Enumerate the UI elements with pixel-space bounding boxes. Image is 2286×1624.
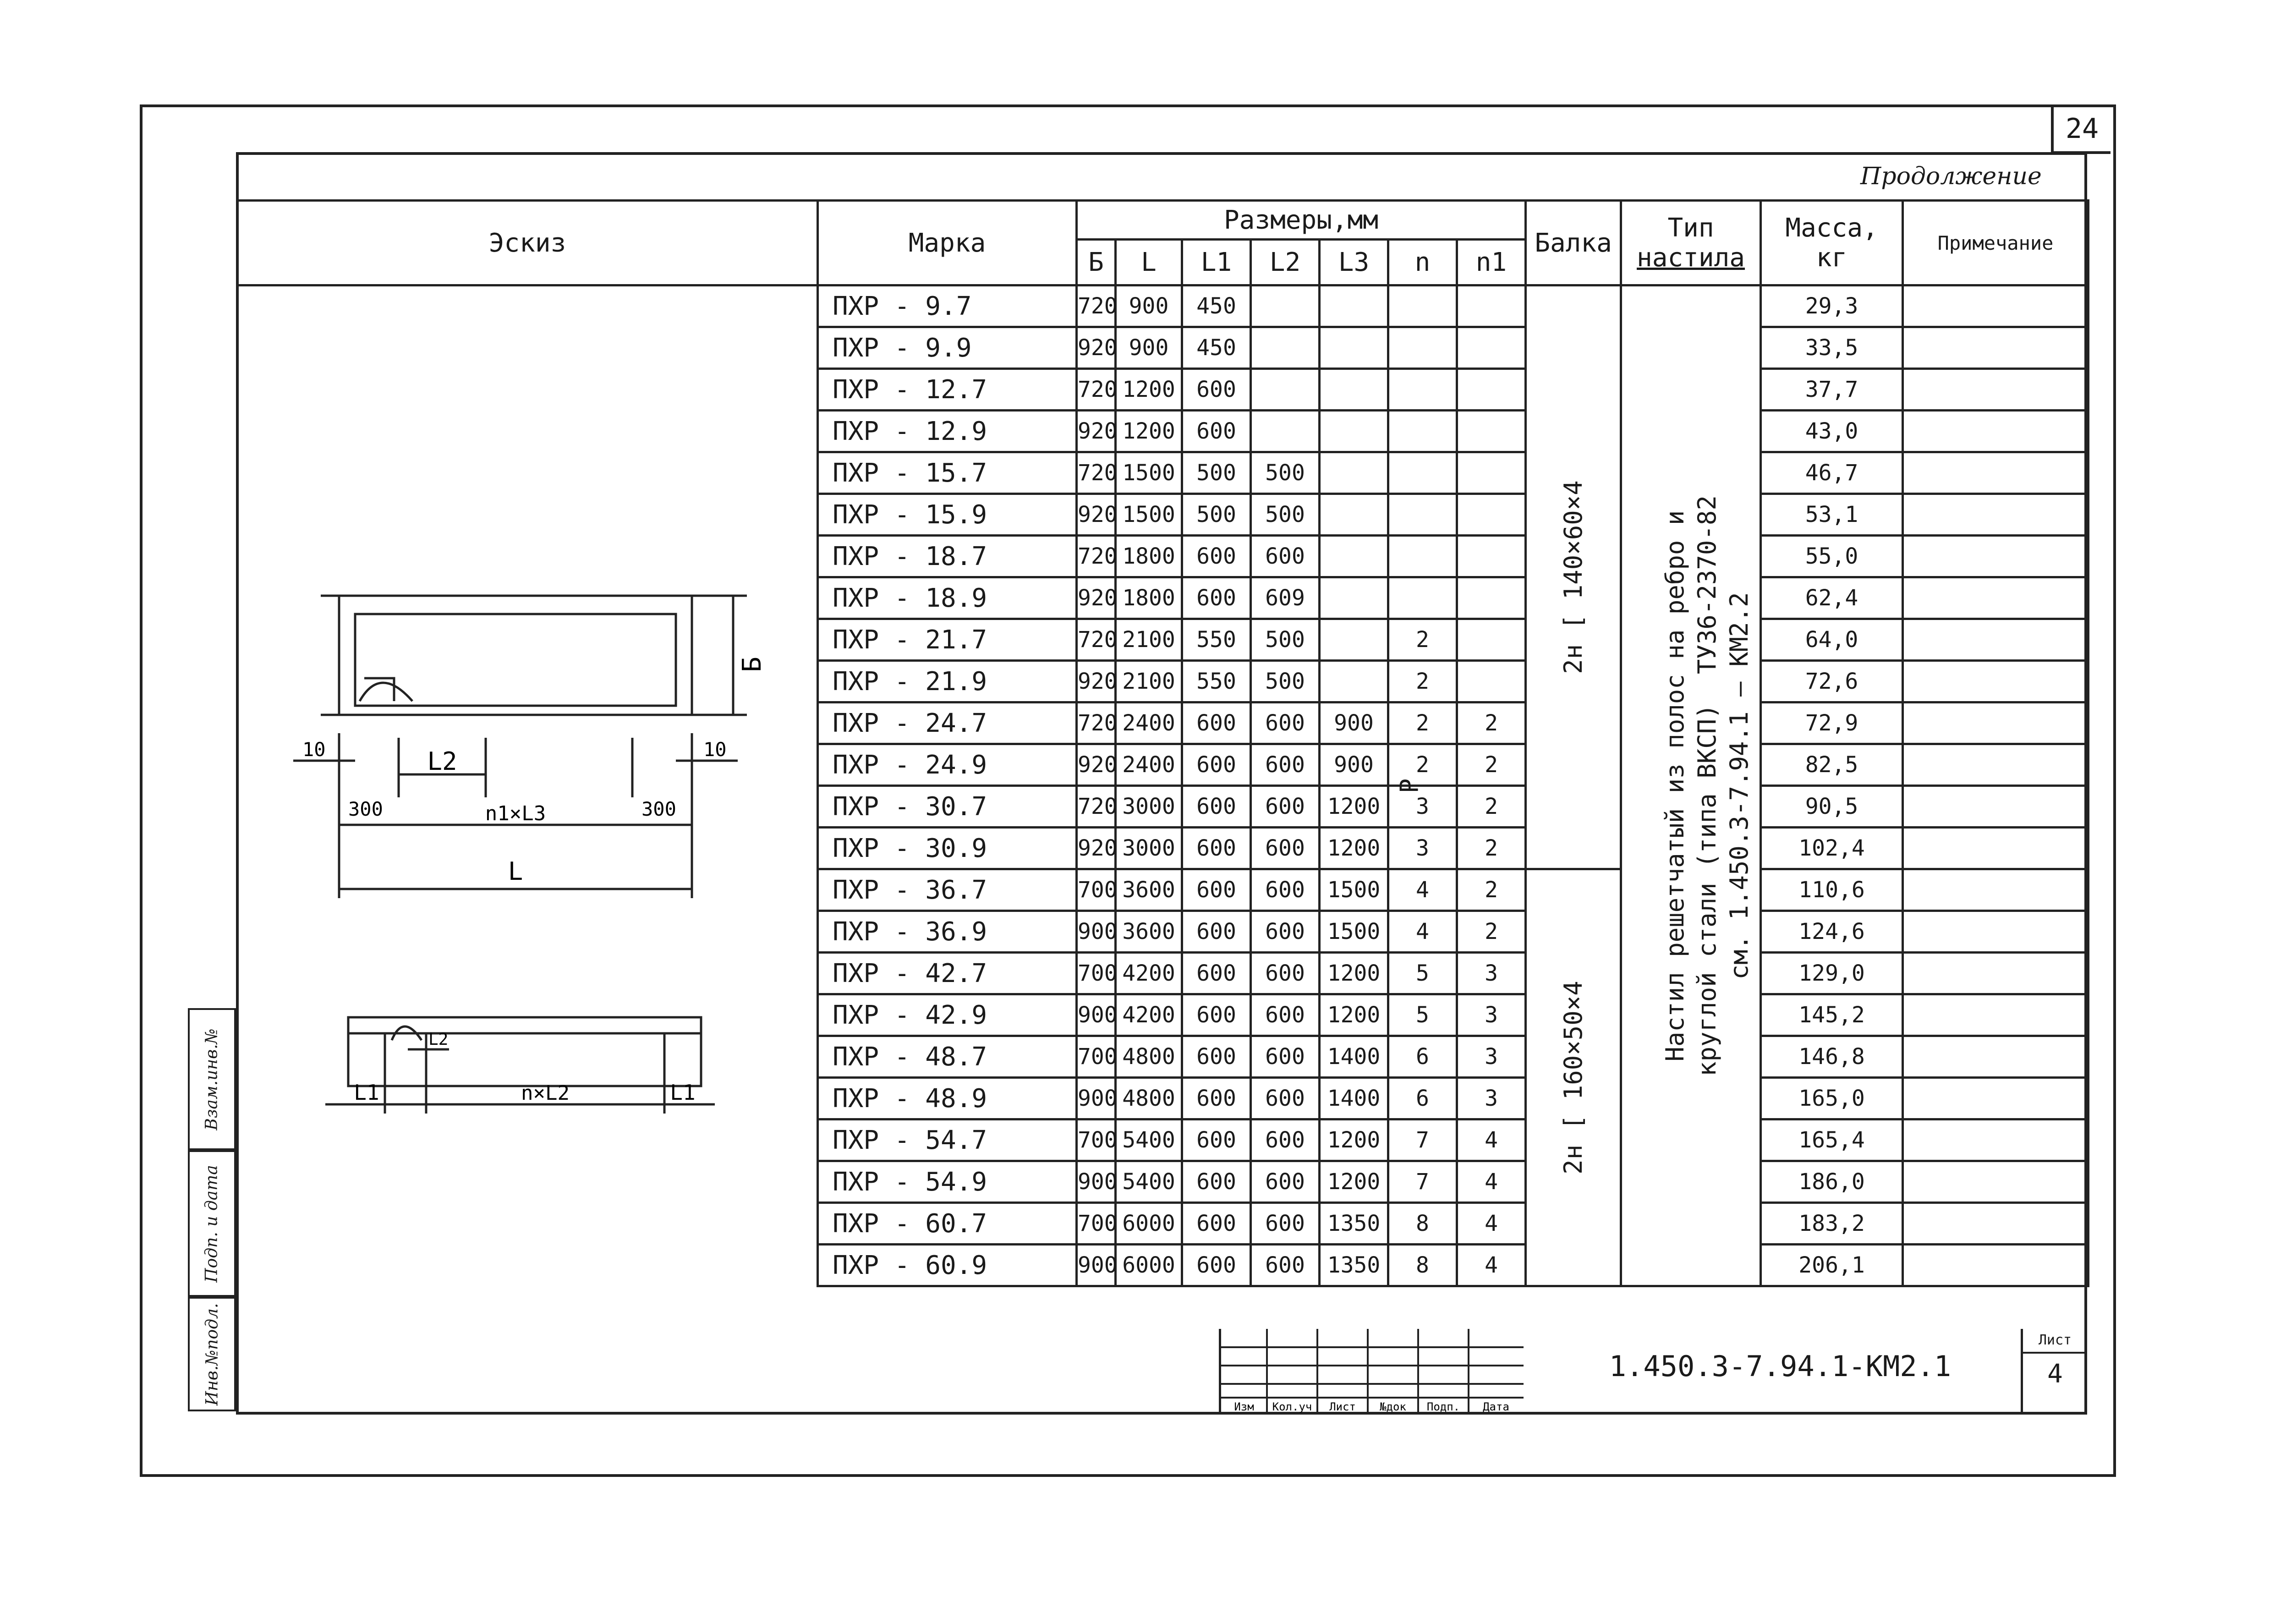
cell-b: 700 xyxy=(1077,1036,1116,1078)
cell-mark: ПХР - 48.7 xyxy=(818,1036,1077,1078)
title-grid-lines xyxy=(1221,1329,1524,1415)
cell-n xyxy=(1388,577,1457,619)
cell-l3: 900 xyxy=(1320,702,1388,744)
cell-n1: 2 xyxy=(1457,869,1526,911)
dim-300-left: 300 xyxy=(348,798,383,820)
cell-l2: 600 xyxy=(1251,1203,1320,1245)
cell-b: 720 xyxy=(1077,536,1116,577)
cell-note xyxy=(1903,411,2089,452)
sheet-box-label: Лист xyxy=(2023,1329,2087,1354)
cell-l: 2400 xyxy=(1116,744,1182,786)
beam-group-label: 2н [ 160×50×4 xyxy=(1559,981,1588,1174)
cell-mark: ПХР - 30.9 xyxy=(818,828,1077,869)
section-l1-label-left: L1 xyxy=(354,1080,379,1105)
cell-n xyxy=(1388,536,1457,577)
cell-b: 900 xyxy=(1077,994,1116,1036)
cell-b: 920 xyxy=(1077,411,1116,452)
cell-n xyxy=(1388,285,1457,327)
dim-300-right: 300 xyxy=(641,798,676,820)
cell-note xyxy=(1903,1119,2089,1161)
beam-group-label: 2н [ 140×60×4 xyxy=(1559,480,1588,674)
cell-mass: 72,6 xyxy=(1761,661,1903,702)
cell-n1 xyxy=(1457,369,1526,411)
cell-n: 2 xyxy=(1388,661,1457,702)
cell-beam-group xyxy=(1526,285,1621,869)
cell-b: 700 xyxy=(1077,1119,1116,1161)
cell-mark: ПХР - 48.9 xyxy=(818,1078,1077,1119)
cell-b: 920 xyxy=(1077,327,1116,369)
cell-b: 720 xyxy=(1077,619,1116,661)
cell-n: 5 xyxy=(1388,953,1457,994)
cell-n1 xyxy=(1457,494,1526,536)
cell-l3: 1350 xyxy=(1320,1203,1388,1245)
cell-l: 2100 xyxy=(1116,619,1182,661)
plan-l-label: L xyxy=(508,857,523,886)
cell-note xyxy=(1903,536,2089,577)
cell-l: 3000 xyxy=(1116,786,1182,828)
header-sketch: Эскиз xyxy=(237,201,818,285)
cell-mass: 186,0 xyxy=(1761,1161,1903,1203)
cell-l: 900 xyxy=(1116,327,1182,369)
header-mass-line2: кг xyxy=(1816,243,1847,273)
document-code: 1.450.3-7.94.1-КМ2.1 xyxy=(1609,1350,1952,1383)
cell-l1: 550 xyxy=(1182,619,1251,661)
title-grid xyxy=(1219,1329,1524,1415)
cell-mass: 165,4 xyxy=(1761,1119,1903,1161)
cell-l1: 600 xyxy=(1182,869,1251,911)
cell-l: 5400 xyxy=(1116,1119,1182,1161)
cell-mass: 62,4 xyxy=(1761,577,1903,619)
cell-b: 900 xyxy=(1077,911,1116,953)
header-mass xyxy=(1761,201,1903,285)
cell-mass: 72,9 xyxy=(1761,702,1903,744)
cell-l3 xyxy=(1320,452,1388,494)
cell-mark: ПХР - 21.7 xyxy=(818,619,1077,661)
tb-col-list: Лист xyxy=(1329,1400,1356,1413)
cell-n1: 4 xyxy=(1457,1245,1526,1286)
cell-b: 920 xyxy=(1077,828,1116,869)
cell-mark: ПХР - 42.9 xyxy=(818,994,1077,1036)
cell-mass: 102,4 xyxy=(1761,828,1903,869)
cell-note xyxy=(1903,744,2089,786)
cell-mark: ПХР - 15.9 xyxy=(818,494,1077,536)
section-l1-label-right: L1 xyxy=(670,1080,696,1105)
cell-l3: 1400 xyxy=(1320,1036,1388,1078)
cell-n1 xyxy=(1457,536,1526,577)
cell-l: 2100 xyxy=(1116,661,1182,702)
cell-b: 900 xyxy=(1077,1161,1116,1203)
cell-l1: 600 xyxy=(1182,536,1251,577)
cell-n xyxy=(1388,494,1457,536)
header-dim-2: L1 xyxy=(1182,240,1251,285)
cell-mass: 46,7 xyxy=(1761,452,1903,494)
cell-note xyxy=(1903,369,2089,411)
cell-note xyxy=(1903,702,2089,744)
cell-note xyxy=(1903,953,2089,994)
cell-l3 xyxy=(1320,327,1388,369)
cell-l2: 600 xyxy=(1251,1161,1320,1203)
cell-l: 5400 xyxy=(1116,1161,1182,1203)
cell-l3: 1200 xyxy=(1320,1161,1388,1203)
cell-l2: 600 xyxy=(1251,744,1320,786)
cell-note xyxy=(1903,1161,2089,1203)
cell-l3: 1200 xyxy=(1320,828,1388,869)
cell-mark: ПХР - 36.9 xyxy=(818,911,1077,953)
cell-l2: 500 xyxy=(1251,661,1320,702)
sheet-box xyxy=(2021,1329,2087,1415)
header-type xyxy=(1621,201,1761,285)
cell-mark: ПХР - 21.9 xyxy=(818,661,1077,702)
sheet-number: 24 xyxy=(2051,106,2111,154)
header-type-line1: Тип xyxy=(1667,213,1714,243)
cell-note xyxy=(1903,869,2089,911)
cell-l: 3600 xyxy=(1116,869,1182,911)
cell-b: 720 xyxy=(1077,702,1116,744)
cell-note xyxy=(1903,619,2089,661)
cell-n1 xyxy=(1457,285,1526,327)
header-note: Примечание xyxy=(1903,201,2089,285)
cell-note xyxy=(1903,828,2089,869)
cell-n xyxy=(1388,411,1457,452)
cell-mark: ПХР - 12.9 xyxy=(818,411,1077,452)
cell-l2: 600 xyxy=(1251,1119,1320,1161)
cell-l1: 500 xyxy=(1182,452,1251,494)
cell-l1: 600 xyxy=(1182,911,1251,953)
cell-mass: 55,0 xyxy=(1761,536,1903,577)
deck-type-text: Настил решетчатый из полос на ребро и круглой стали (типа ВКСП) ТУ36-2370-82 см. 1.450.3-7.94.1 — КМ2.2 xyxy=(1661,495,1754,1076)
sheet-box-value: 4 xyxy=(2047,1359,2063,1389)
cell-l1: 600 xyxy=(1182,1203,1251,1245)
cell-l3: 900 xyxy=(1320,744,1388,786)
cell-note xyxy=(1903,1203,2089,1245)
plan-l2-label: L2 xyxy=(427,747,457,776)
cell-mass: 110,6 xyxy=(1761,869,1903,911)
cell-l3: 1350 xyxy=(1320,1245,1388,1286)
cell-l3 xyxy=(1320,661,1388,702)
cell-l1: 600 xyxy=(1182,828,1251,869)
cell-n1: 3 xyxy=(1457,1078,1526,1119)
cell-b: 920 xyxy=(1077,494,1116,536)
cell-n1 xyxy=(1457,411,1526,452)
cell-n: 4 xyxy=(1388,869,1457,911)
cell-n xyxy=(1388,369,1457,411)
cell-b: 700 xyxy=(1077,869,1116,911)
header-mass-line1: Масса, xyxy=(1785,213,1878,243)
cell-l1: 600 xyxy=(1182,369,1251,411)
cell-mass: 129,0 xyxy=(1761,953,1903,994)
cell-mark: ПХР - 54.7 xyxy=(818,1119,1077,1161)
cell-l1: 600 xyxy=(1182,994,1251,1036)
cell-l2: 600 xyxy=(1251,702,1320,744)
tb-col-izm: Изм xyxy=(1234,1400,1254,1413)
cell-n: 3 xyxy=(1388,786,1457,828)
cell-mass: 37,7 xyxy=(1761,369,1903,411)
cell-l: 3600 xyxy=(1116,911,1182,953)
cell-l1: 550 xyxy=(1182,661,1251,702)
cell-l1: 600 xyxy=(1182,744,1251,786)
stamp-replace-inv: Взам.инв.№ xyxy=(188,1008,236,1150)
cell-n1: 4 xyxy=(1457,1119,1526,1161)
cell-l1: 600 xyxy=(1182,1245,1251,1286)
cell-note xyxy=(1903,1078,2089,1119)
cell-l2: 609 xyxy=(1251,577,1320,619)
cell-mass: 29,3 xyxy=(1761,285,1903,327)
cell-mark: ПХР - 18.9 xyxy=(818,577,1077,619)
cell-n1: 2 xyxy=(1457,702,1526,744)
cell-n1 xyxy=(1457,577,1526,619)
tb-col-date: Дата xyxy=(1483,1400,1509,1413)
cell-l1: 600 xyxy=(1182,1036,1251,1078)
cell-n: 3 xyxy=(1388,828,1457,869)
cell-l1: 600 xyxy=(1182,1078,1251,1119)
cell-n1: 2 xyxy=(1457,911,1526,953)
cell-b: 720 xyxy=(1077,285,1116,327)
cell-n1: 4 xyxy=(1457,1161,1526,1203)
cell-l1: 450 xyxy=(1182,285,1251,327)
cell-mark: ПХР - 18.7 xyxy=(818,536,1077,577)
cell-n1 xyxy=(1457,661,1526,702)
cell-l2 xyxy=(1251,285,1320,327)
plan-b-label: Б xyxy=(737,657,767,672)
cell-beam-group xyxy=(1526,869,1621,1286)
cell-note xyxy=(1903,494,2089,536)
cell-mass: 43,0 xyxy=(1761,411,1903,452)
dim-10-left: 10 xyxy=(302,738,326,761)
cell-mark: ПХР - 9.9 xyxy=(818,327,1077,369)
cell-n xyxy=(1388,327,1457,369)
cell-mass: 124,6 xyxy=(1761,911,1903,953)
cell-n: 2 xyxy=(1388,744,1457,786)
cell-mass: 183,2 xyxy=(1761,1203,1903,1245)
cell-b: 720 xyxy=(1077,786,1116,828)
stamp-sign-date: Подп. и дата xyxy=(188,1150,236,1297)
cell-l: 2400 xyxy=(1116,702,1182,744)
header-dim-4: L3 xyxy=(1320,240,1388,285)
cell-l3 xyxy=(1320,619,1388,661)
cell-l1: 600 xyxy=(1182,953,1251,994)
cell-mark: ПХР - 12.7 xyxy=(818,369,1077,411)
cell-note xyxy=(1903,285,2089,327)
cell-l: 900 xyxy=(1116,285,1182,327)
side-stamps xyxy=(188,1008,236,1411)
cell-l2: 600 xyxy=(1251,828,1320,869)
cell-l2: 600 xyxy=(1251,911,1320,953)
header-dim-5: n xyxy=(1388,240,1457,285)
cell-l2: 600 xyxy=(1251,869,1320,911)
cell-l2: 600 xyxy=(1251,953,1320,994)
cell-n xyxy=(1388,452,1457,494)
cell-note xyxy=(1903,1036,2089,1078)
cell-l: 6000 xyxy=(1116,1203,1182,1245)
cell-l3: 1200 xyxy=(1320,1119,1388,1161)
cell-n: 2 xyxy=(1388,702,1457,744)
cell-b: 700 xyxy=(1077,1203,1116,1245)
cell-note xyxy=(1903,786,2089,828)
cell-l1: 600 xyxy=(1182,1119,1251,1161)
cell-n: 7 xyxy=(1388,1119,1457,1161)
stamp-inv-number: Инв.№подл. xyxy=(188,1297,236,1411)
cell-n: 6 xyxy=(1388,1036,1457,1078)
cell-b: 700 xyxy=(1077,953,1116,994)
cell-l3 xyxy=(1320,577,1388,619)
cell-mark: ПХР - 15.7 xyxy=(818,452,1077,494)
cell-mass: 146,8 xyxy=(1761,1036,1903,1078)
cell-l2: 500 xyxy=(1251,619,1320,661)
cell-l3: 1200 xyxy=(1320,953,1388,994)
tb-col-podp: Подп. xyxy=(1426,1400,1460,1413)
cell-l2: 600 xyxy=(1251,786,1320,828)
cell-l: 4800 xyxy=(1116,1078,1182,1119)
cell-mass: 53,1 xyxy=(1761,494,1903,536)
cell-n1: 2 xyxy=(1457,828,1526,869)
cell-l2: 600 xyxy=(1251,536,1320,577)
cell-l: 1500 xyxy=(1116,452,1182,494)
cell-l: 6000 xyxy=(1116,1245,1182,1286)
cell-n1: 2 xyxy=(1457,786,1526,828)
section-nl2-label: n×L2 xyxy=(521,1081,570,1105)
header-dim-3: L2 xyxy=(1251,240,1320,285)
cell-note xyxy=(1903,994,2089,1036)
cell-l1: 600 xyxy=(1182,577,1251,619)
header-dim-6: n1 xyxy=(1457,240,1526,285)
cell-n1: 4 xyxy=(1457,1203,1526,1245)
cell-l: 1800 xyxy=(1116,536,1182,577)
cell-note xyxy=(1903,1245,2089,1286)
cell-n: 4 xyxy=(1388,911,1457,953)
cell-n1 xyxy=(1457,452,1526,494)
cell-l1: 500 xyxy=(1182,494,1251,536)
sketch-drawing xyxy=(275,541,802,1136)
cell-l3 xyxy=(1320,494,1388,536)
cell-n: 7 xyxy=(1388,1161,1457,1203)
cell-l: 1200 xyxy=(1116,411,1182,452)
header-dim-0: Б xyxy=(1077,240,1116,285)
cell-l2: 600 xyxy=(1251,1078,1320,1119)
table-row xyxy=(237,285,2089,327)
cell-mark: ПХР - 24.9 xyxy=(818,744,1077,786)
cell-l2: 600 xyxy=(1251,994,1320,1036)
cell-l3: 1500 xyxy=(1320,911,1388,953)
cell-n: 2 xyxy=(1388,619,1457,661)
cell-b: 900 xyxy=(1077,1078,1116,1119)
cell-mass: 165,0 xyxy=(1761,1078,1903,1119)
cell-l2 xyxy=(1251,369,1320,411)
cell-b: 920 xyxy=(1077,577,1116,619)
cell-l1: 600 xyxy=(1182,411,1251,452)
cell-mark: ПХР - 30.7 xyxy=(818,786,1077,828)
cell-l1: 450 xyxy=(1182,327,1251,369)
cell-mass: 90,5 xyxy=(1761,786,1903,828)
cell-l3 xyxy=(1320,285,1388,327)
header-beam: Балка xyxy=(1526,201,1621,285)
cell-l1: 600 xyxy=(1182,1161,1251,1203)
cell-n: 8 xyxy=(1388,1203,1457,1245)
header-type-line2: настила xyxy=(1637,243,1745,273)
cell-l: 1200 xyxy=(1116,369,1182,411)
cell-note xyxy=(1903,911,2089,953)
header-mark: Марка xyxy=(818,201,1077,285)
cell-n: 6 xyxy=(1388,1078,1457,1119)
header-dims-group: Размеры,мм xyxy=(1077,201,1526,240)
cell-n: 8 xyxy=(1388,1245,1457,1286)
cell-n: 5 xyxy=(1388,994,1457,1036)
cell-mass: 206,1 xyxy=(1761,1245,1903,1286)
cell-b: 720 xyxy=(1077,452,1116,494)
cell-l1: 600 xyxy=(1182,702,1251,744)
cell-mass: 33,5 xyxy=(1761,327,1903,369)
cell-n1: 3 xyxy=(1457,1036,1526,1078)
cell-l: 4200 xyxy=(1116,994,1182,1036)
cell-b: 920 xyxy=(1077,744,1116,786)
cell-n1: 3 xyxy=(1457,994,1526,1036)
cell-note xyxy=(1903,661,2089,702)
cell-l3: 1200 xyxy=(1320,786,1388,828)
tb-col-ndoc: №док xyxy=(1380,1400,1406,1413)
cell-l2 xyxy=(1251,411,1320,452)
cell-l2 xyxy=(1251,327,1320,369)
cell-mark: ПХР - 36.7 xyxy=(818,869,1077,911)
cell-l: 4800 xyxy=(1116,1036,1182,1078)
cell-mark: ПХР - 54.9 xyxy=(818,1161,1077,1203)
cell-l2: 600 xyxy=(1251,1036,1320,1078)
cell-n1 xyxy=(1457,327,1526,369)
cell-l: 1500 xyxy=(1116,494,1182,536)
cell-n1 xyxy=(1457,619,1526,661)
section-l2-label: L2 xyxy=(428,1030,449,1049)
cell-b: 920 xyxy=(1077,661,1116,702)
cell-mark: ПХР - 60.7 xyxy=(818,1203,1077,1245)
cell-note xyxy=(1903,327,2089,369)
tb-col-koluch: Кол.уч xyxy=(1272,1400,1312,1413)
cell-mark: ПХР - 9.7 xyxy=(818,285,1077,327)
dim-10-right: 10 xyxy=(703,738,727,761)
cell-l3: 1500 xyxy=(1320,869,1388,911)
continuation-label: Продолжение xyxy=(1860,163,2042,190)
cell-l: 4200 xyxy=(1116,953,1182,994)
header-dim-1: L xyxy=(1116,240,1182,285)
cell-l: 3000 xyxy=(1116,828,1182,869)
plan-nl3-label: n1×L3 xyxy=(485,802,546,825)
cell-l1: 600 xyxy=(1182,786,1251,828)
cell-note xyxy=(1903,577,2089,619)
cell-l3: 1400 xyxy=(1320,1078,1388,1119)
cell-mark: ПХР - 60.9 xyxy=(818,1245,1077,1286)
cell-mark: ПХР - 24.7 xyxy=(818,702,1077,744)
cell-mass: 82,5 xyxy=(1761,744,1903,786)
deck-type-letter: Р xyxy=(1395,778,1424,793)
cell-b: 720 xyxy=(1077,369,1116,411)
cell-l3 xyxy=(1320,369,1388,411)
cell-n1: 2 xyxy=(1457,744,1526,786)
cell-mark: ПХР - 42.7 xyxy=(818,953,1077,994)
cell-l3: 1200 xyxy=(1320,994,1388,1036)
cell-mass: 64,0 xyxy=(1761,619,1903,661)
cell-l2: 600 xyxy=(1251,1245,1320,1286)
cell-n1: 3 xyxy=(1457,953,1526,994)
cell-b: 900 xyxy=(1077,1245,1116,1286)
title-block xyxy=(1219,1329,2087,1415)
cell-l2: 500 xyxy=(1251,452,1320,494)
cell-mass: 145,2 xyxy=(1761,994,1903,1036)
cell-l3 xyxy=(1320,411,1388,452)
cell-l: 1800 xyxy=(1116,577,1182,619)
cell-l2: 500 xyxy=(1251,494,1320,536)
cell-l3 xyxy=(1320,536,1388,577)
cell-note xyxy=(1903,452,2089,494)
